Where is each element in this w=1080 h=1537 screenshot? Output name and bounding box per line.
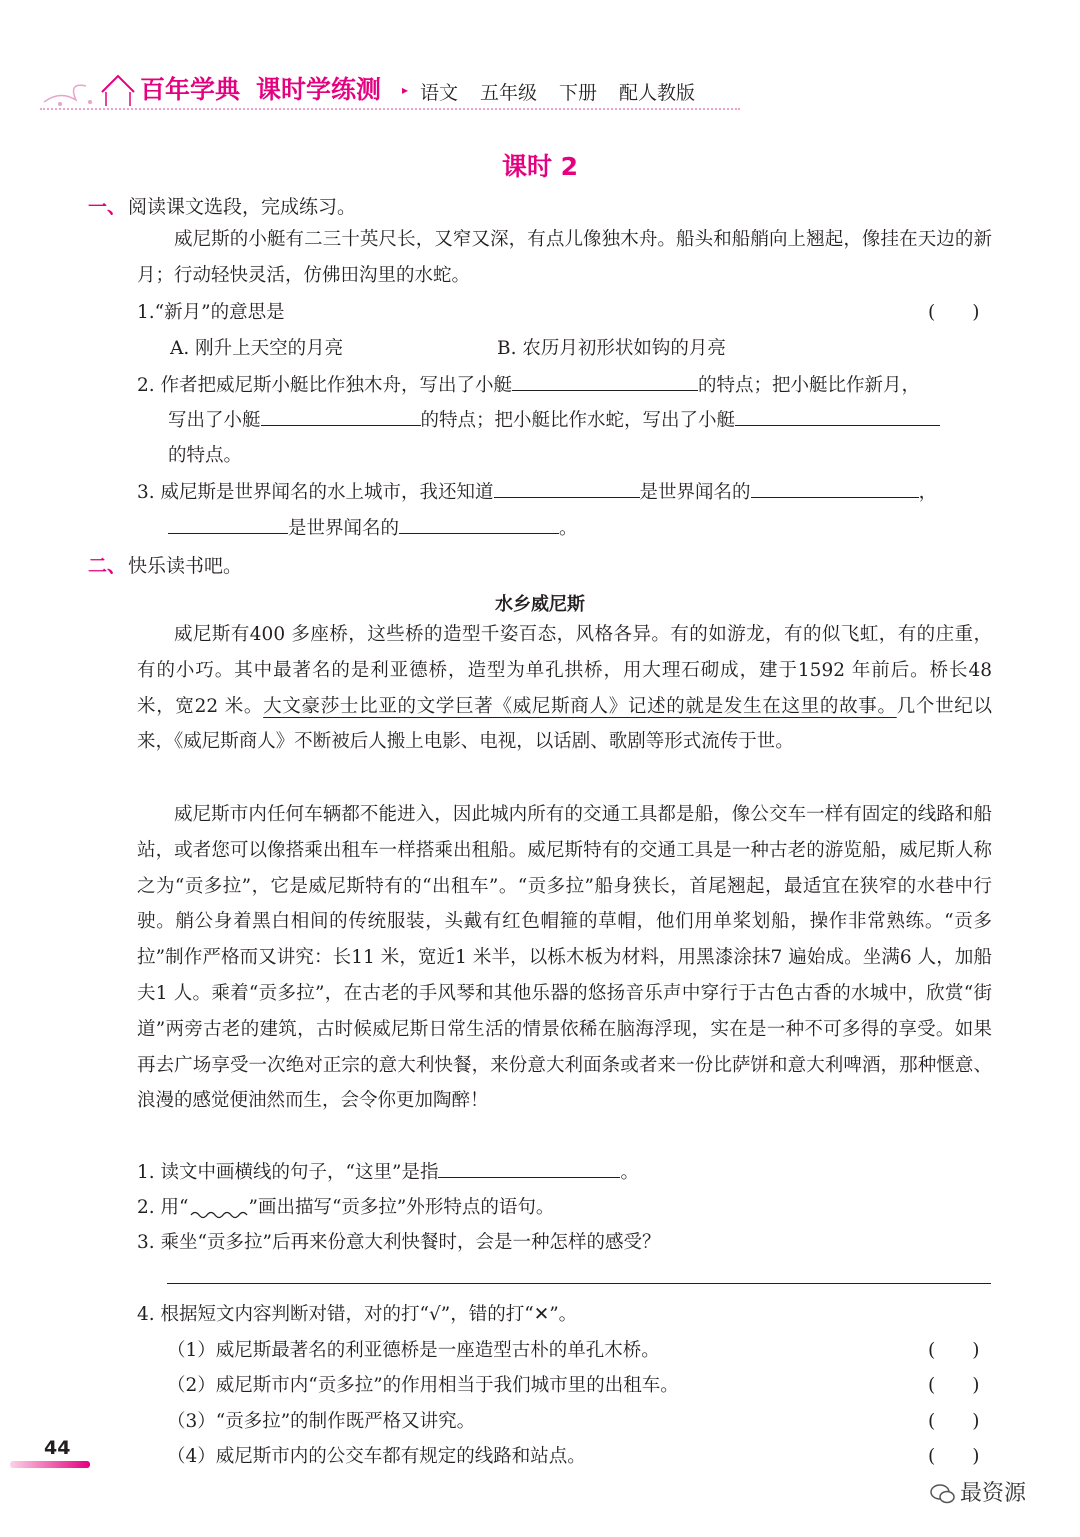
judge-item-1-paren[interactable]: ( )	[928, 1340, 980, 1361]
header-edition: 配人教版	[619, 82, 696, 104]
wavy-line-icon	[189, 1201, 249, 1219]
s2-q3: 3. 乘坐“贡多拉”后再来份意大利快餐时，会是一种怎样的感受？	[137, 1232, 661, 1253]
header-meta	[420, 78, 717, 105]
s1-q2-text5: 的特点。	[168, 445, 243, 466]
wechat-icon	[930, 1483, 956, 1505]
s1-q2-text2: 的特点；把小艇比作新月，	[698, 375, 921, 396]
judge-item-4-paren[interactable]: ( )	[928, 1446, 980, 1467]
page-number: 44	[44, 1437, 71, 1459]
s1-q3-text2: 是世界闻名的	[639, 482, 751, 503]
section1-passage: 威尼斯的小艇有二三十英尺长，又窄又深，有点儿像独木舟。船头和船艄向上翘起，像挂在天边的新月；行动轻快灵活，仿佛田沟里的水蛇。	[137, 229, 992, 286]
judge-item-2: （2）威尼斯市内“贡多拉”的作用相当于我们城市里的出租车。	[167, 1375, 679, 1396]
header-house-decoration	[40, 62, 140, 110]
section2-number: 二、	[88, 555, 127, 577]
s1-q2-blank1[interactable]	[512, 370, 698, 391]
s2-q2-text1: 2. 用“	[137, 1197, 189, 1218]
para1-part-a: 威尼斯有400 多座桥，这些桥的造型千姿百态，风格各异。有的如游龙，有的似飞虹，有的庄重，有的小巧。其中最著名的是利亚德桥，造型为单孔拱桥，用大理石砌成，建于1592 年前后。桥长48 米，宽22 米。	[137, 624, 992, 717]
s1-q3-text5: 。	[559, 518, 578, 539]
watermark	[930, 1476, 1026, 1507]
s1-q3-blank2[interactable]	[751, 477, 919, 498]
s1-q3-line1	[137, 477, 937, 504]
s2-q1-text2: 。	[620, 1162, 639, 1183]
header-volume: 下册	[559, 82, 598, 104]
header-arrow-icon: ▸	[402, 83, 409, 97]
s1-q3-blank1[interactable]	[494, 477, 640, 498]
s1-q1-option-b[interactable]: B. 农历月初形状如钩的月亮	[497, 338, 726, 359]
s1-q1-answer-paren[interactable]: ( )	[928, 302, 980, 323]
judge-item-1: （1）威尼斯最著名的利亚德桥是一座造型古朴的单孔木桥。	[167, 1340, 660, 1361]
s2-q2-text2: ”画出描写“贡多拉”外形特点的语句。	[248, 1197, 555, 1218]
judge-item-3: （3）“贡多拉”的制作既严格又讲究。	[167, 1411, 476, 1432]
section2-title: 快乐读书吧。	[128, 555, 243, 577]
judge-item-4: （4）威尼斯市内的公交车都有规定的线路和站点。	[167, 1446, 586, 1467]
s1-q3-line2	[168, 513, 578, 540]
s1-q3-text3: ，	[918, 482, 938, 503]
s2-q4: 4. 根据短文内容判断对错，对的打“√”，错的打“✕”。	[137, 1304, 578, 1325]
brand-name: 百年学典	[140, 75, 241, 104]
s2-q2	[137, 1193, 554, 1219]
s2-q3-answer-line[interactable]	[167, 1283, 991, 1284]
s1-q1: 1.“新月”的意思是	[137, 302, 285, 323]
section1-title: 阅读课文选段，完成练习。	[128, 196, 357, 218]
s1-q3-blank4[interactable]	[399, 513, 559, 534]
header-brand	[140, 70, 397, 106]
header-grade: 五年级	[480, 82, 538, 104]
s1-q3-text1: 3. 威尼斯是世界闻名的水上城市，我还知道	[137, 482, 494, 503]
judge-item-2-paren[interactable]: ( )	[928, 1375, 980, 1396]
s1-q2-line1	[137, 370, 920, 397]
para1-underlined-sentence: 大文豪莎士比亚的文学巨著《威尼斯商人》记述的就是发生在这里的故事。	[263, 695, 897, 717]
lesson-title: 课时 2	[501, 152, 579, 181]
page-number-bar	[10, 1461, 90, 1468]
section1-number: 一、	[88, 196, 127, 218]
s2-q1-blank[interactable]	[438, 1157, 620, 1178]
s1-q2-text1: 2. 作者把威尼斯小艇比作独木舟，写出了小艇	[137, 375, 513, 396]
s1-q2-text4: 的特点；把小艇比作水蛇，写出了小艇	[420, 410, 736, 431]
s1-q3-blank3[interactable]	[168, 513, 288, 534]
section2-heading	[88, 551, 242, 578]
s2-q1-text1: 1. 读文中画横线的句子，“这里”是指	[137, 1162, 439, 1183]
s1-q2-line2	[168, 405, 940, 432]
s1-q3-text4: 是世界闻名的	[288, 518, 400, 539]
brand-series: 课时学练测	[256, 75, 382, 104]
article-paragraph-1	[137, 617, 992, 760]
section1-heading	[88, 192, 356, 219]
para1-part-b: 几个世纪以来，《威尼斯商人》不断被后人搬上电影、电视，以话剧、歌剧等形式流传于世。	[137, 695, 992, 753]
s1-q1-option-a[interactable]: A. 刚升上天空的月亮	[170, 338, 344, 359]
s2-q1	[137, 1157, 639, 1184]
article-paragraph-2: 威尼斯市内任何车辆都不能进入，因此城内所有的交通工具都是船，像公交车一样有固定的线路和船站，或者您可以像搭乘出租车一样搭乘出租船。威尼斯特有的交通工具是一种古老的游览船，威尼斯人称之为“贡多拉”，它是威尼斯特有的“出租车”。“贡多拉”船身狭长，首尾翘起，最适宜在狭窄的水巷中行驶。艄公身着黑白相间的传统服装，头戴有红色帽箍的草帽，他们用单桨划船，操作非常熟练。“贡多拉”制作严格而又讲究：长11 米，宽近1 米半，以栎木板为材料，用黑漆涂抹7 遍始成。坐满6 人，加船夫1 人。乘着“贡多拉”，在古老的手风琴和其他乐器的悠扬音乐声中穿行于古色古香的水城中，欣赏“街道”两旁古老的建筑，古时候威尼斯日常生活的情景依稀在脑海浮现，实在是一种不可多得的享受。如果再去广场享受一次绝对正宗的意大利快餐，来份意大利面条或者来一份比萨饼和意大利啤酒，那种惬意、浪漫的感觉便油然而生，会令你更加陶醉！	[137, 804, 992, 1112]
s1-q2-text3: 写出了小艇	[168, 410, 261, 431]
header-subject: 语文	[420, 82, 459, 104]
judge-item-3-paren[interactable]: ( )	[928, 1411, 980, 1432]
s1-q2-blank3[interactable]	[735, 405, 940, 426]
header-dotted-divider	[40, 108, 740, 110]
article-title: 水乡威尼斯	[495, 594, 585, 615]
s1-q2-blank2[interactable]	[261, 405, 421, 426]
watermark-text: 最资源	[960, 1481, 1027, 1506]
